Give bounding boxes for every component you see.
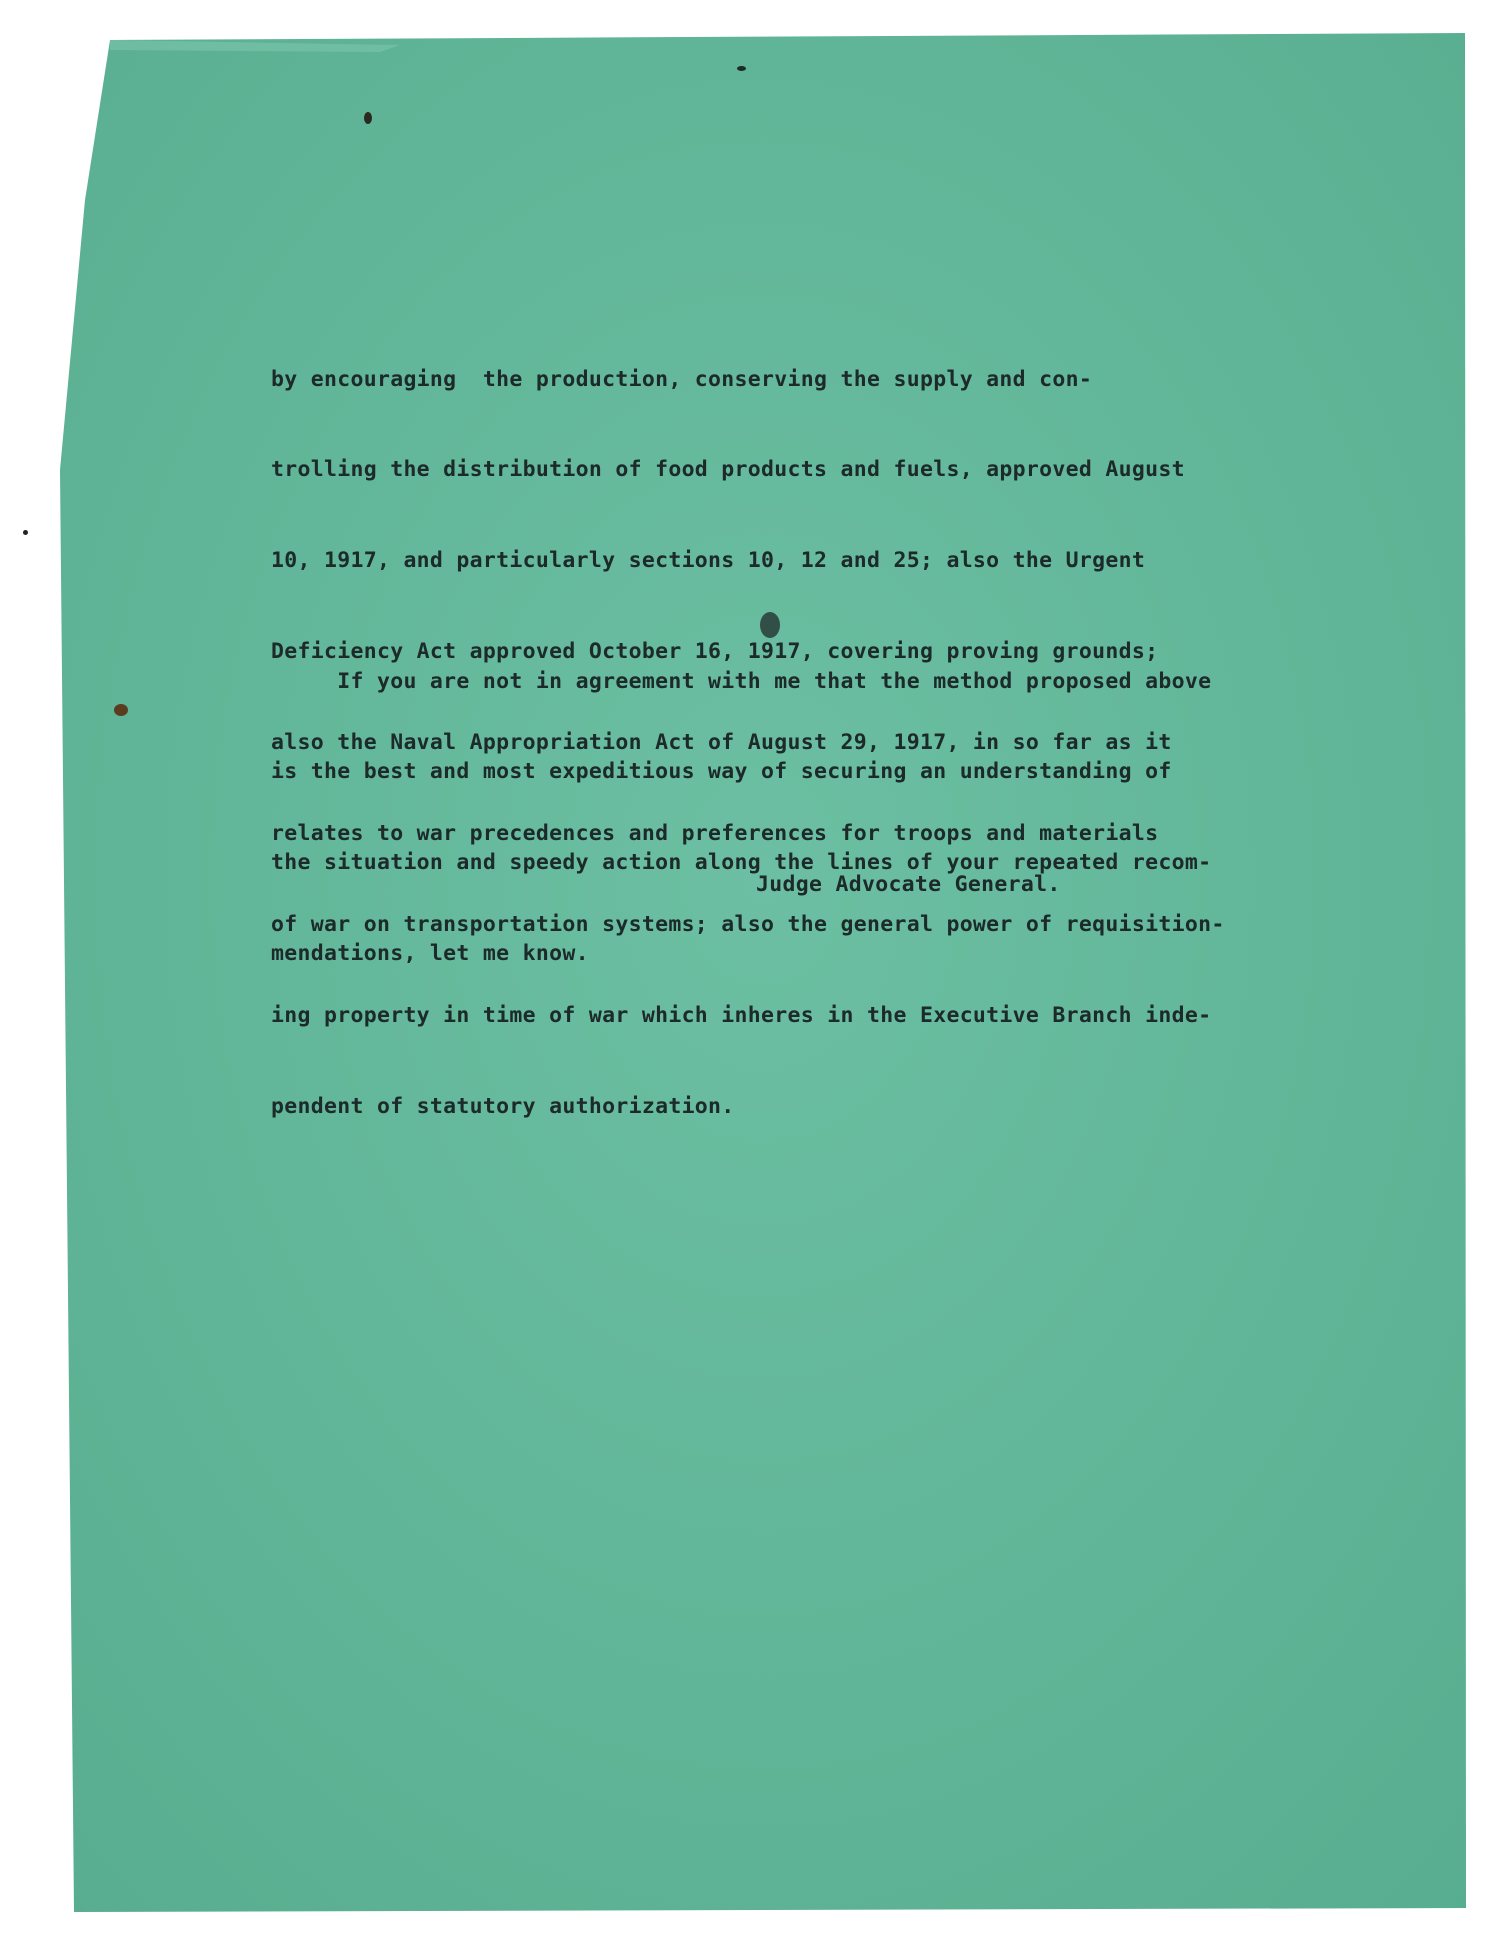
text-line: of war on transportation systems; also the general power of requisition- — [271, 911, 1225, 937]
text-line: relates to war precedences and preferences for troops and materials — [271, 821, 1159, 847]
letter-paragraph-2 — [271, 606, 1211, 1000]
ink-blot — [737, 66, 746, 71]
text-line: If you are not in agreement with me that the method proposed above — [271, 668, 1212, 694]
text-line: mendations, let me know. — [271, 941, 589, 967]
text-line: 10, 1917, and particularly sections 10, 12 and 25; also the Urgent — [271, 548, 1146, 574]
text-line: by encouraging the production, conserving the supply and con- — [271, 366, 1093, 392]
dot-mark — [23, 530, 28, 535]
text-line: is the best and most expeditious way of securing an understanding of — [271, 759, 1172, 785]
text-line: trolling the distribution of food products and fuels, approved August — [271, 457, 1185, 483]
text-line: ing property in time of war which inheres in the Executive Branch inde- — [271, 1002, 1212, 1028]
rust-spot — [114, 704, 128, 716]
text-line: also the Naval Appropriation Act of August 29, 1917, in so far as it — [271, 730, 1172, 756]
text-line: Deficiency Act approved October 16, 1917, covering proving grounds; — [271, 639, 1159, 665]
text-line: pendent of statutory authorization. — [271, 1093, 735, 1119]
signature-line: Judge Advocate General. — [756, 872, 1061, 897]
ink-blot — [364, 112, 372, 124]
text-line: the situation and speedy action along the lines of your repeated recom- — [271, 850, 1212, 876]
